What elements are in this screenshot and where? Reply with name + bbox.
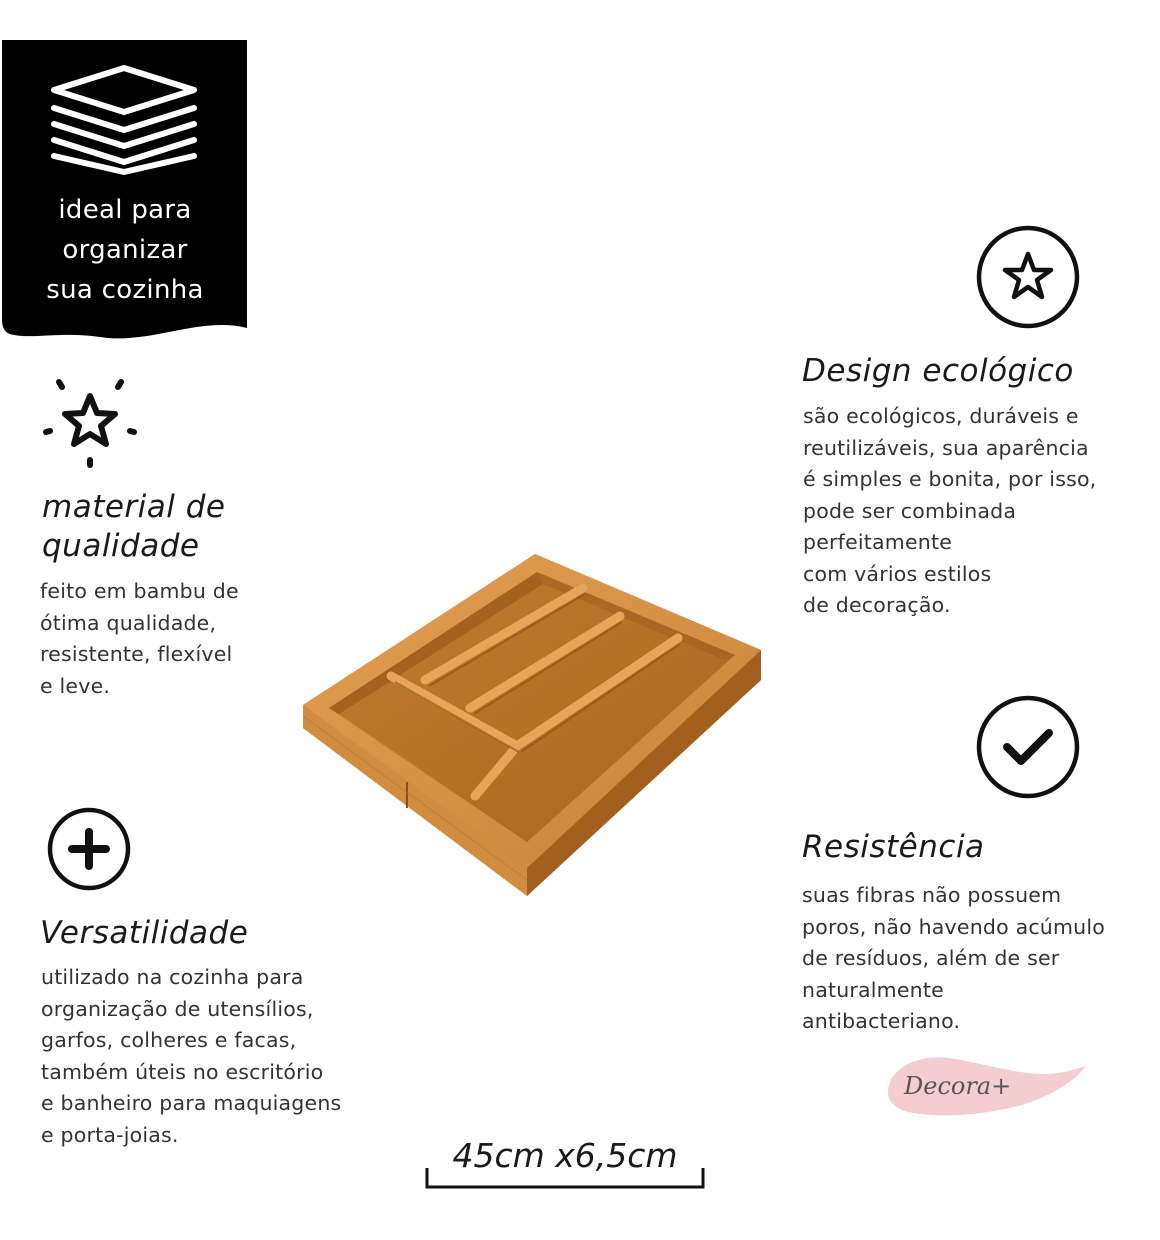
- stacked-layers-icon: [48, 64, 200, 176]
- desc-line: ótima qualidade,: [40, 610, 217, 635]
- desc-line: organização de utensílios,: [41, 996, 314, 1021]
- desc-line: e banheiro para maquiagens: [41, 1091, 342, 1115]
- desc-line: de resíduos, além de ser: [802, 946, 1060, 970]
- versatility-description: [41, 962, 341, 1151]
- badge-line: organizar: [62, 235, 188, 265]
- desc-line: de decoração.: [803, 593, 951, 617]
- desc-line: é simples e bonita, por isso,: [803, 467, 1097, 491]
- title-line: material de: [42, 489, 226, 525]
- badge-line: sua cozinha: [46, 275, 204, 305]
- desc-line: com vários estilos: [803, 561, 992, 586]
- title-line: qualidade: [42, 528, 200, 564]
- desc-line: naturalmente: [802, 977, 944, 1002]
- product-image: [295, 550, 770, 902]
- badge-line: ideal para: [58, 195, 192, 225]
- dimensions-text: 45cm x6,5cm: [452, 1136, 678, 1175]
- eco-description: [803, 401, 1096, 622]
- desc-line: são ecológicos, duráveis e: [803, 404, 1079, 428]
- versatility-title: Versatilidade: [40, 915, 249, 951]
- eco-title: Design ecológico: [802, 353, 1074, 389]
- brand-name: Decora+: [904, 1072, 1012, 1100]
- desc-line: suas fibras não possuem: [802, 883, 1062, 907]
- resistance-title: Resistência: [802, 829, 985, 865]
- quality-description: [40, 576, 239, 702]
- quality-title: [42, 488, 226, 566]
- plus-circle-icon: [46, 806, 132, 892]
- desc-line: poros, não havendo acúmulo: [802, 914, 1105, 939]
- brand-logo: [878, 1046, 1088, 1126]
- star-circle-icon: [975, 224, 1081, 330]
- desc-line: garfos, colheres e facas,: [41, 1028, 297, 1052]
- dimension-bracket: [425, 1166, 705, 1190]
- sparkle-star-icon: [40, 372, 140, 472]
- desc-line: perfeitamente: [803, 530, 953, 554]
- desc-line: e porta-joias.: [41, 1122, 179, 1147]
- desc-line: utilizado na cozinha para: [41, 965, 304, 989]
- desc-line: resistente, flexível: [40, 642, 233, 666]
- desc-line: pode ser combinada: [803, 498, 1017, 523]
- desc-line: e leve.: [40, 673, 111, 698]
- desc-line: reutilizáveis, sua aparência: [803, 435, 1089, 460]
- badge-text: [0, 190, 250, 310]
- intro-badge: [0, 40, 250, 340]
- desc-line: antibacteriano.: [802, 1009, 961, 1033]
- desc-line: feito em bambu de: [40, 579, 239, 603]
- resistance-description: [802, 880, 1105, 1038]
- desc-line: também úteis no escritório: [41, 1059, 324, 1084]
- dimensions-label: [425, 1134, 705, 1190]
- check-circle-icon: [975, 694, 1081, 800]
